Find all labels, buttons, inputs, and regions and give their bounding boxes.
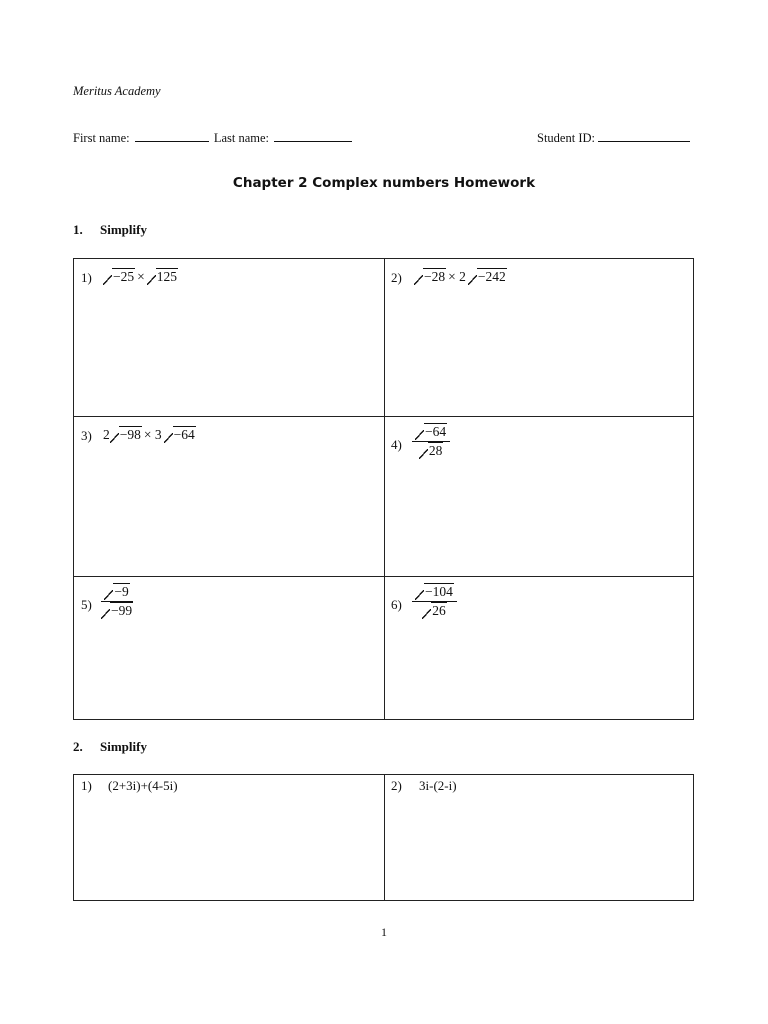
numerator: −9 [114,584,129,599]
denominator: −99 [111,603,133,618]
problem-5-expression [101,584,133,619]
operator: × 3 [143,427,162,442]
student-id-blank[interactable] [598,130,690,142]
problem-label: 2) [391,778,402,793]
grid-divider-vertical [384,775,385,900]
problem-label: 1) [81,270,92,285]
section-2-heading [73,739,147,755]
problem-label: 3) [81,428,92,443]
first-name-blank[interactable] [135,130,209,142]
operator: × 2 [448,269,466,284]
name-fields [73,130,354,146]
problem-label: 5) [81,597,92,612]
grid-divider-row-1 [74,416,693,417]
coefficient: 2 [103,427,110,442]
problem-label: 1) [81,778,92,793]
denominator: 26 [432,603,446,618]
section-1-number: 1. [73,222,83,237]
numerator: −104 [425,584,453,599]
numerator: −64 [425,424,447,439]
section-1-problem-grid [73,258,694,720]
problem-label: 2) [391,270,402,285]
radicand: 125 [156,269,177,284]
problem-expression: (2+3i)+(4-5i) [108,778,178,793]
problem-4-expression [412,424,450,459]
radicand: −64 [173,427,195,442]
section-2-title: Simplify [100,739,147,754]
section-2-problem-grid [73,774,694,901]
problem-label: 4) [391,437,402,452]
school-name: Meritus Academy [73,84,161,98]
radicand: −98 [119,427,141,442]
last-name-blank[interactable] [274,130,352,142]
problem-expression: 3i-(2-i) [419,778,457,793]
operator: × [137,269,145,284]
problem-6-expression [412,584,457,619]
first-name-label: First name: [73,131,130,145]
page-number: 1 [381,925,387,939]
last-name-label: Last name: [213,131,270,145]
student-id-field [537,130,690,146]
section-1-heading [73,222,147,238]
problem-label: 6) [391,597,402,612]
problem-3-expression [103,427,196,443]
radicand: −242 [477,269,506,284]
grid-divider-vertical [384,259,385,719]
page-title: Chapter 2 Complex numbers Homework [232,175,536,191]
student-id-label: Student ID: [537,131,595,145]
denominator: 28 [428,443,443,458]
radicand: −28 [424,269,446,284]
radicand: −25 [113,269,135,284]
grid-divider-row-2 [74,576,693,577]
problem-1-expression [103,269,178,285]
problem-2-expression [414,269,507,285]
section-2-number: 2. [73,739,83,754]
section-1-title: Simplify [100,222,147,237]
